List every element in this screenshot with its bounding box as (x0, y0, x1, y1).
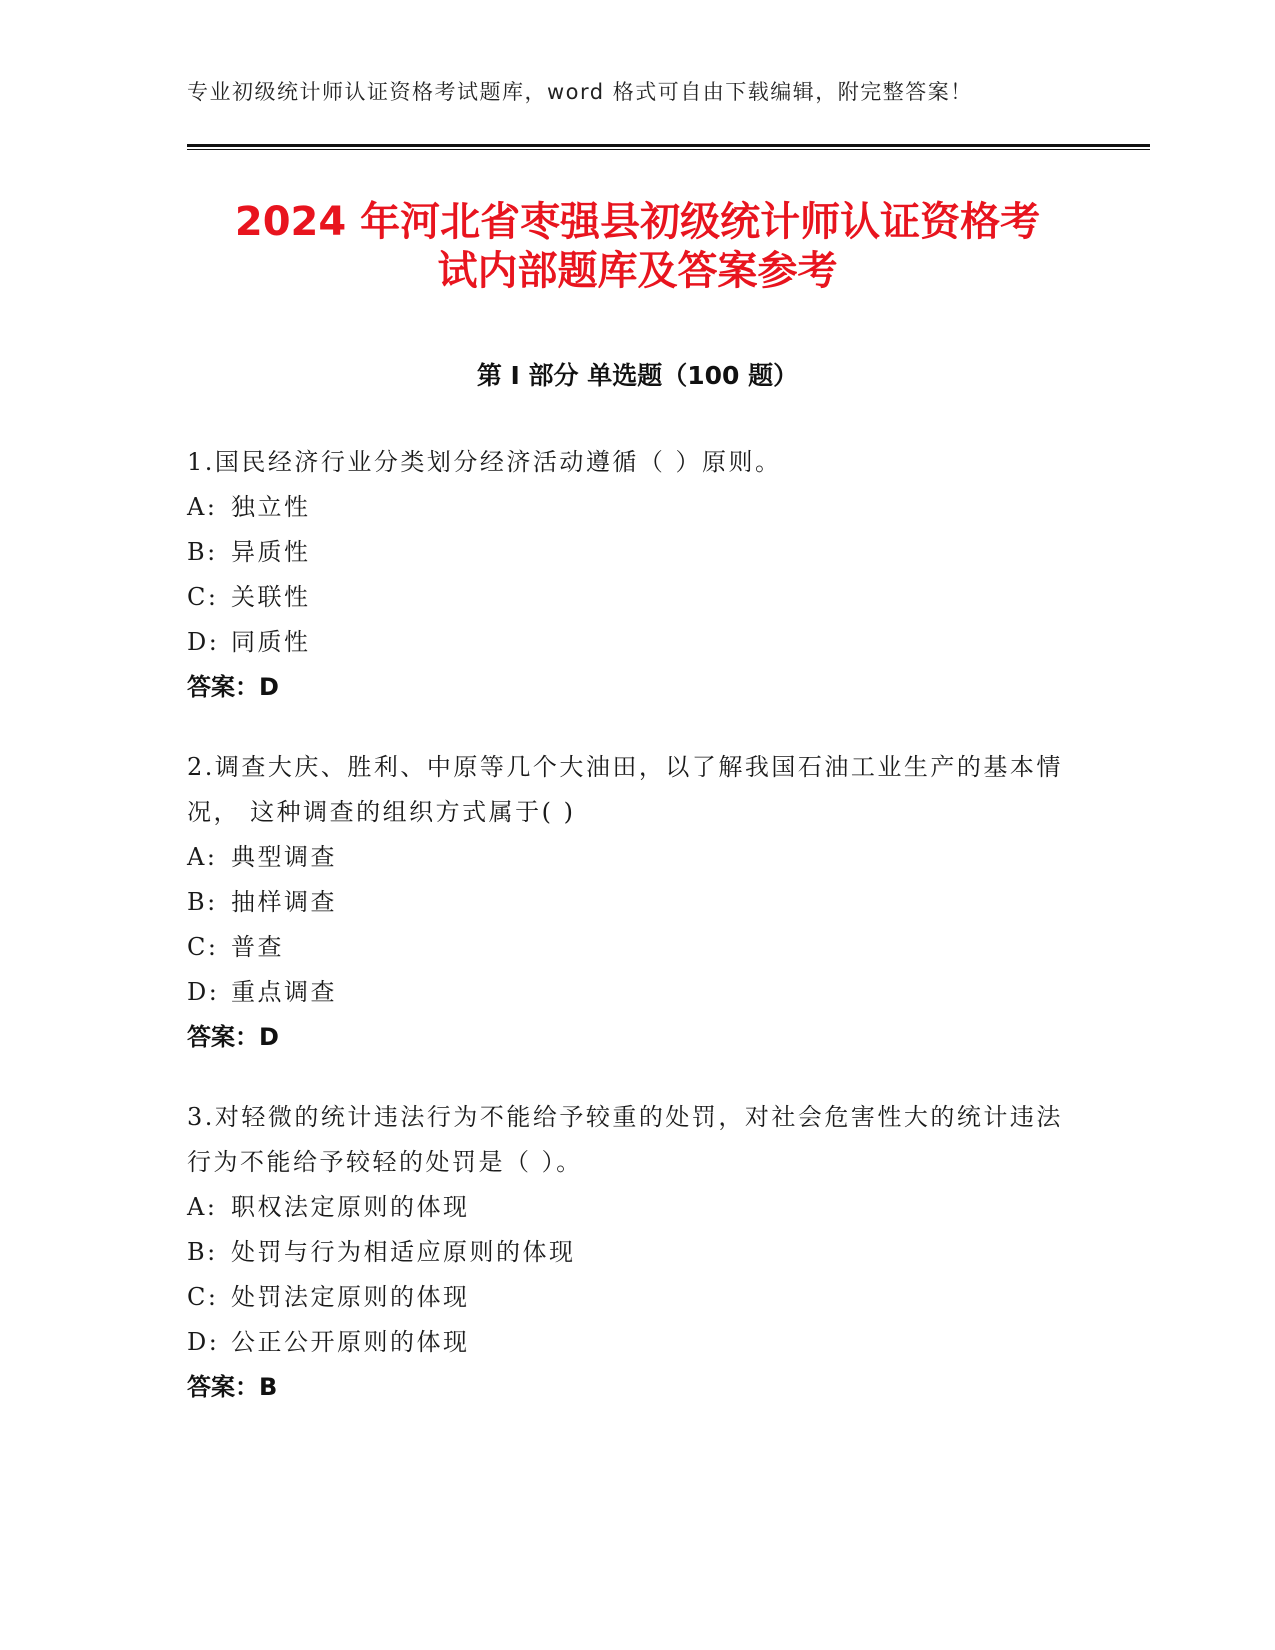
document-title (150, 198, 1125, 296)
header-divider-thick (187, 144, 1150, 147)
option-key: A: (187, 493, 218, 521)
question-1 (187, 440, 1067, 710)
option-a (187, 1185, 1067, 1230)
header-note: 专业初级统计师认证资格考试题库，word 格式可自由下载编辑，附完整答案！ (187, 80, 973, 104)
question-stem: 3.对轻微的统计违法行为不能给予较重的处罚，对社会危害性大的统计违法行为不能给予较轻的处罚是（ ）。 (187, 1103, 1063, 1176)
option-c (187, 925, 1067, 970)
question-stem: 2.调查大庆、胜利、中原等几个大油田，以了解我国石油工业生产的基本情况， 这种调查的组织方式属于( ) (187, 753, 1063, 826)
option-key: D: (187, 1328, 220, 1356)
option-key: C: (187, 933, 219, 961)
answer: 答案：D (187, 673, 279, 701)
option-text: 普查 (231, 933, 284, 961)
option-d (187, 620, 1067, 665)
option-c (187, 575, 1067, 620)
option-text: 公正公开原则的体现 (231, 1328, 470, 1356)
option-key: B: (187, 888, 218, 916)
option-b (187, 530, 1067, 575)
option-text: 抽样调查 (231, 888, 337, 916)
option-key: A: (187, 1193, 218, 1221)
option-text: 处罚与行为相适应原则的体现 (231, 1238, 576, 1266)
question-stem: 1.国民经济行业分类划分经济活动遵循（ ）原则。 (187, 448, 782, 476)
document-title-line-2: 试内部题库及答案参考 (437, 248, 838, 294)
option-text: 典型调查 (231, 843, 337, 871)
option-text: 同质性 (231, 628, 311, 656)
option-text: 职权法定原则的体现 (231, 1193, 470, 1221)
header-divider-thin (187, 149, 1150, 150)
option-text: 处罚法定原则的体现 (231, 1283, 470, 1311)
answer: 答案：B (187, 1373, 278, 1401)
option-d (187, 970, 1067, 1015)
option-text: 独立性 (231, 493, 311, 521)
option-a (187, 835, 1067, 880)
option-text: 重点调查 (231, 978, 337, 1006)
option-key: B: (187, 1238, 218, 1266)
option-key: C: (187, 1283, 219, 1311)
option-key: C: (187, 583, 219, 611)
option-key: A: (187, 843, 218, 871)
option-b (187, 880, 1067, 925)
option-b (187, 1230, 1067, 1275)
document-title-line-1: 2024 年河北省枣强县初级统计师认证资格考 (234, 199, 1041, 245)
question-3 (187, 1095, 1067, 1410)
option-key: D: (187, 628, 220, 656)
option-key: B: (187, 538, 218, 566)
option-a (187, 485, 1067, 530)
answer: 答案：D (187, 1023, 279, 1051)
question-2 (187, 745, 1067, 1060)
option-key: D: (187, 978, 220, 1006)
option-c (187, 1275, 1067, 1320)
option-d (187, 1320, 1067, 1365)
option-text: 异质性 (231, 538, 311, 566)
option-text: 关联性 (231, 583, 311, 611)
section-title: 第 I 部分 单选题（100 题） (476, 361, 799, 390)
question-list (187, 440, 1067, 1445)
